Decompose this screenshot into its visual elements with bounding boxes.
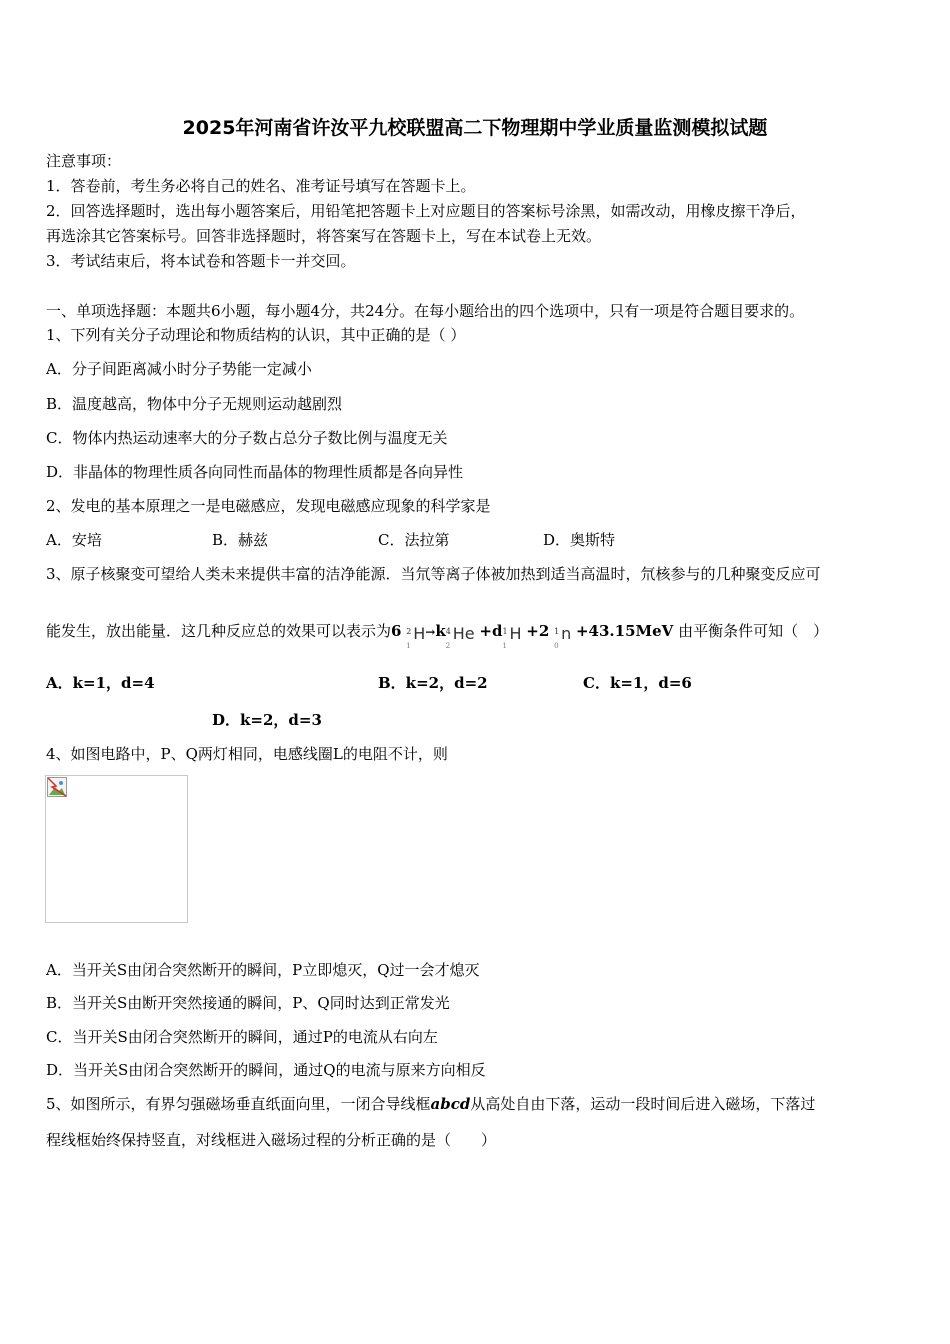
q3-plus-2: +2	[526, 622, 550, 640]
q4-option-a: A．当开关S由闭合突然断开的瞬间，P立即熄灭，Q过一会才熄灭	[46, 961, 480, 979]
q3-option-d: D．k=2，d=3	[212, 711, 322, 729]
broken-image-icon	[47, 777, 67, 797]
q3-option-b: B．k=2，d=2	[378, 674, 488, 692]
notice-heading: 注意事项：	[46, 152, 122, 170]
q4-stem: 4、如图电路中，P、Q两灯相同，电感线圈L的电阻不计，则	[46, 745, 448, 763]
q1-option-c: C．物体内热运动速率大的分子数占总分子数比例与温度无关	[46, 429, 448, 447]
q2-option-c: C．法拉第	[378, 531, 450, 549]
q3-option-c: C．k=1，d=6	[583, 674, 692, 692]
notice-item-2-cont: 再选涂其它答案标号。回答非选择题时，将答案写在答题卡上，写在本试卷上无效。	[46, 227, 602, 245]
q2-option-b: B．赫兹	[212, 531, 269, 549]
q5-frame-label: abcd	[430, 1095, 471, 1113]
nuclide-helium: 4 2 He	[445, 624, 475, 650]
q1-option-b: B．温度越高，物体中分子无规则运动越剧烈	[46, 395, 343, 413]
q1-stem: 1、下列有关分子动理论和物质结构的认识，其中正确的是（ ）	[46, 326, 466, 344]
notice-item-2: 2．回答选择题时，选出每小题答案后，用铅笔把答题卡上对应题目的答案标号涂黑，如需改动，用橡皮擦干净后，	[46, 202, 806, 220]
page-title: 2025年河南省许汝平九校联盟高二下物理期中学业质量监测模拟试题	[182, 117, 768, 139]
q3-option-a: A．k=1，d=4	[46, 674, 155, 692]
q4-option-c: C．当开关S由闭合突然断开的瞬间，通过P的电流从右向左	[46, 1028, 438, 1046]
q2-option-a: A．安培	[46, 531, 102, 549]
q2-option-d: D．奥斯特	[543, 531, 616, 549]
q3-stem-line2	[46, 614, 828, 648]
q5-stem-line2: 程线框始终保持竖直，对线框进入磁场过程的分析正确的是（ ）	[46, 1131, 497, 1149]
q2-stem: 2、发电的基本原理之一是电磁感应，发现电磁感应现象的科学家是	[46, 497, 491, 515]
q1-option-d: D．非晶体的物理性质各向同性而晶体的物理性质都是各向异性	[46, 463, 464, 481]
q1-option-a: A．分子间距离减小时分子势能一定减小	[46, 360, 312, 378]
section-heading: 一、单项选择题：本题共6小题，每小题4分，共24分。在每小题给出的四个选项中，只有一项是符合题目要求的。	[46, 302, 805, 320]
q3-plus-d: +d	[479, 622, 503, 640]
q3-stem-line1: 3、原子核聚变可望给人类未来提供丰富的洁净能源．当氘等离子体被加热到适当高温时，氘核参与的几种聚变反应可	[46, 565, 821, 583]
nuclide-deuterium: 2 1 H	[406, 624, 426, 650]
nuclide-neutron: 1 0 n	[554, 624, 572, 650]
q3-energy: +43.15MeV	[575, 622, 674, 640]
q3-k: k	[435, 622, 446, 640]
q4-option-b: B．当开关S由断开突然接通的瞬间，P、Q同时达到正常发光	[46, 994, 450, 1012]
q5-stem-part-a: 5、如图所示，有界匀强磁场垂直纸面向里，一闭合导线框	[46, 1095, 431, 1113]
nuclide-protium: 1 1 H	[502, 624, 522, 650]
q3-coef-6: 6	[391, 622, 402, 640]
q3-stem-suffix: 由平衡条件可知（ ）	[678, 622, 829, 640]
q3-stem-prefix: 能发生，放出能量．这几种反应总的效果可以表示为	[46, 622, 392, 640]
q5-stem-line1	[46, 1095, 815, 1113]
notice-item-1: 1．答卷前，考生务必将自己的姓名、准考证号填写在答题卡上。	[46, 177, 476, 195]
circuit-image-placeholder	[45, 775, 188, 923]
notice-item-3: 3．考试结束后，将本试卷和答题卡一并交回。	[46, 252, 356, 270]
q5-stem-part-b: 从高处自由下落，运动一段时间后进入磁场，下落过	[470, 1095, 816, 1113]
q3-arrow: →	[425, 625, 436, 639]
q4-option-d: D．当开关S由闭合突然断开的瞬间，通过Q的电流与原来方向相反	[46, 1061, 486, 1079]
